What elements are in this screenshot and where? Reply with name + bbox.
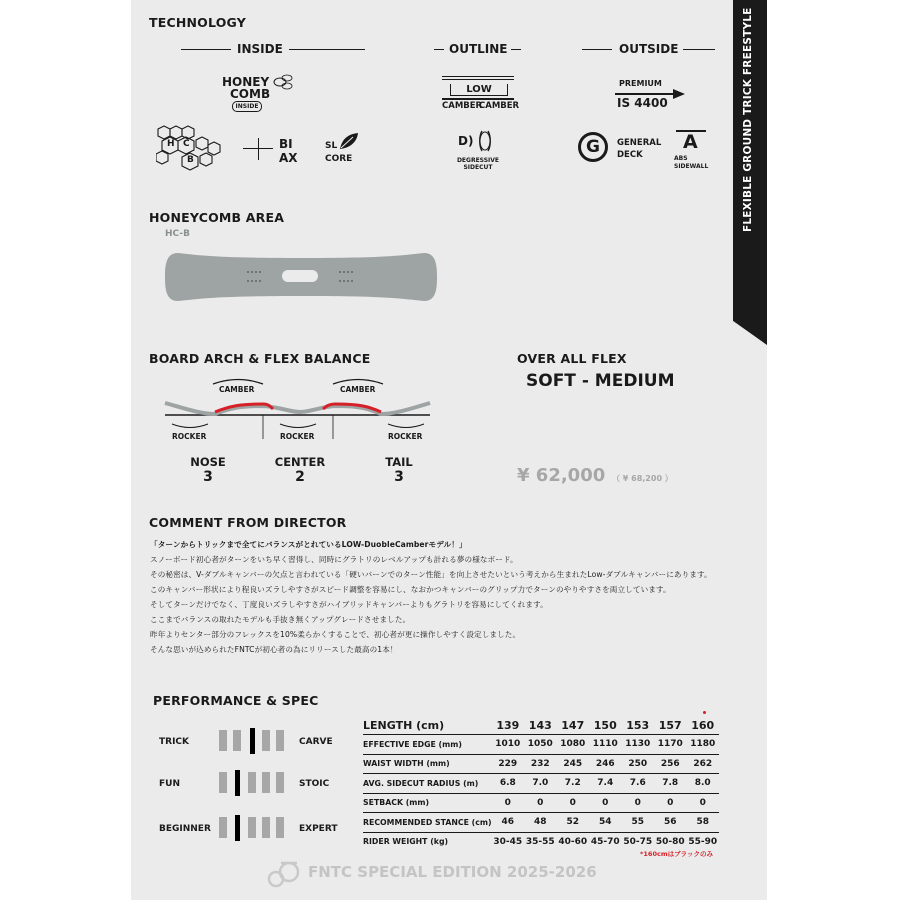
honeycomb-area-title: HONEYCOMB AREA (149, 210, 285, 225)
spec-cell: 0 (634, 797, 641, 808)
slider-left-label: BEGINNER (159, 824, 211, 834)
abs-icon: A (683, 131, 698, 153)
low-camber-right: CAMBER (479, 101, 520, 111)
outline-label: OUTLINE (449, 42, 508, 56)
comment-line: このキャンバー形状により程良いズラしやすさがスピード調整を容易にし、なおかつキャンバーのグリップ力でターンのやりやすさを両立しています。 (150, 585, 671, 594)
outline-rule-right (511, 49, 521, 50)
spec-cell: 7.2 (564, 778, 581, 789)
overall-flex-title: OVER ALL FLEX (517, 351, 627, 366)
spec-cell: 139 (496, 718, 520, 732)
honeycomb-line3: INSIDE (232, 101, 262, 112)
rocker-tag-left: ROCKER (172, 432, 207, 441)
biax-vertical-line (258, 138, 259, 160)
spec-cell: 262 (693, 758, 713, 769)
spec-cell: 1080 (560, 739, 586, 750)
spec-row (363, 754, 719, 774)
zone-nose: NOSE 3 (190, 455, 226, 486)
spec-cell: 1050 (527, 739, 553, 750)
technology-title: TECHNOLOGY (149, 15, 246, 30)
leaf-icon (338, 131, 360, 151)
outside-rule-left (582, 49, 612, 50)
spec-cell: 256 (660, 758, 680, 769)
spec-cell: 30-45 (493, 836, 523, 847)
hcb-h: H (167, 139, 175, 149)
zone-tail: TAIL 3 (385, 455, 413, 486)
rocker-tag-center: ROCKER (280, 432, 315, 441)
spec-cell: 0 (569, 797, 576, 808)
slider-segment (233, 730, 241, 751)
slider-segment (262, 730, 270, 751)
general-deck-line2: DECK (617, 150, 643, 160)
slcore-line1: SL (325, 141, 338, 151)
spec-cell: 7.8 (662, 778, 679, 789)
spec-cell: 46 (501, 817, 515, 828)
spec-row-label: EFFECTIVE EDGE (mm) (363, 739, 462, 749)
spec-cell: 153 (626, 718, 650, 732)
spec-cell: 48 (534, 817, 547, 828)
spec-cell: 56 (663, 817, 677, 828)
slider-trick-carve (159, 730, 339, 756)
spec-cell: 58 (696, 817, 709, 828)
outside-label: OUTSIDE (619, 42, 679, 56)
sidecut-line1: DEGRESSIVE (456, 157, 500, 164)
spec-cell: 7.4 (597, 778, 614, 789)
slider-right-label: EXPERT (299, 824, 338, 834)
spec-cell: 0 (504, 797, 511, 808)
red-dot-160 (703, 711, 706, 714)
slider-level-marker (235, 770, 240, 796)
slider-left-label: FUN (159, 779, 180, 789)
spec-cell: 52 (566, 817, 580, 828)
spec-cell: 147 (561, 718, 585, 732)
performance-title: PERFORMANCE & SPEC (153, 693, 319, 708)
spec-cell: 55-90 (688, 836, 718, 847)
price-main: ¥ 62,000 (517, 465, 606, 486)
sidecut-line2: SIDECUT (463, 164, 493, 171)
spec-cell: 45-70 (590, 836, 620, 847)
spec-cell: 150 (593, 718, 617, 732)
spec-cell: 1180 (690, 739, 716, 750)
comment-line: スノーボード初心者がターンをいち早く習得し、同時にグラトリのレベルアップも計れる夢の様なボード。 (150, 555, 518, 564)
spec-cell: 0 (699, 797, 706, 808)
rocker-tag-right: ROCKER (388, 432, 423, 441)
abs-line1: ABS (674, 155, 688, 162)
slider-segment (219, 772, 227, 793)
spec-row (363, 774, 719, 794)
comment-title: COMMENT FROM DIRECTOR (149, 515, 347, 530)
spec-cell: 6.8 (499, 778, 516, 789)
spec-header-row (363, 716, 719, 735)
camber-tag-right: CAMBER (340, 385, 376, 394)
camber-tag-left: CAMBER (219, 385, 255, 394)
slider-segment (276, 817, 284, 838)
slider-segment (262, 817, 270, 838)
slider-level-marker (250, 728, 255, 754)
hcb-b: B (187, 155, 194, 165)
comment-line: その秘密は、V-ダブルキャンバーの欠点と言われている「硬いバーンでのターン性能」を向上させたいという考えから生まれたLow-ダブルキャンバーにあります。 (150, 570, 712, 579)
sidebar-text: FLEXIBLE GROUND TRICK FREESTYLE (742, 7, 754, 232)
inside-rule-left (181, 49, 231, 50)
slider-segment (248, 817, 256, 838)
sidecut-mark: D) (458, 134, 474, 148)
outline-rule-left (434, 49, 444, 50)
spec-cell: 229 (498, 758, 518, 769)
slider-segment (219, 730, 227, 751)
sidecut-icon (478, 130, 496, 152)
abs-line2: SIDEWALL (674, 163, 709, 170)
spec-cell: 50-80 (655, 836, 685, 847)
biax-line1: BI (279, 137, 293, 151)
footer-edition: FNTC SPECIAL EDITION 2025-2026 (308, 863, 597, 881)
slider-right-label: STOIC (299, 779, 330, 789)
low-camber-left: CAMBER (442, 101, 483, 111)
spec-row-label: SETBACK (mm) (363, 798, 430, 808)
inside-rule-right (289, 49, 365, 50)
low-camber-logo (442, 76, 520, 116)
spec-cell: 7.6 (629, 778, 646, 789)
honeycomb-inside-logo (222, 70, 298, 120)
slider-left-label: TRICK (159, 737, 189, 747)
spec-cell: 160 (691, 718, 715, 732)
premium-line2: IS 4400 (617, 96, 668, 110)
spec-cell: 8.0 (694, 778, 711, 789)
spec-row (363, 813, 719, 833)
spec-cell: 0 (537, 797, 544, 808)
zone-center: CENTER 2 (274, 455, 326, 486)
board-silhouette (164, 251, 438, 303)
honeycomb-area-subtitle: HC-B (165, 229, 190, 239)
inside-label: INSIDE (237, 42, 283, 56)
spec-cell: 232 (530, 758, 550, 769)
price-tax: （ ¥ 68,200 ） (612, 474, 673, 483)
slider-fun-stoic (159, 772, 339, 798)
spec-cell: 1130 (625, 739, 651, 750)
spec-row (363, 793, 719, 813)
spec-row-label: WAIST WIDTH (mm) (363, 759, 450, 769)
spec-cell: 7.0 (532, 778, 549, 789)
spec-row-label: RECOMMENDED STANCE (cm) (363, 817, 492, 827)
general-deck-icon: G (578, 132, 608, 162)
overall-flex-value: SOFT - MEDIUM (526, 371, 675, 391)
comment-line: そしてターンだけでなく、丁度良いズラしやすさがハイブリッドキャンバーよりもグラトリを容易にしてくれます。 (150, 600, 548, 609)
spec-cell: 35-55 (525, 836, 555, 847)
low-camber-top: LOW (450, 84, 508, 96)
spec-cell: 157 (658, 718, 682, 732)
fntc-logo-icon (267, 859, 301, 889)
honeycomb-line2: COMB (230, 87, 271, 101)
spec-row-label: RIDER WEIGHT (kg) (363, 837, 449, 847)
biax-line2: AX (279, 151, 298, 165)
slider-right-label: CARVE (299, 737, 333, 747)
spec-cell: 40-60 (558, 836, 588, 847)
hcb-hexagon-icon (156, 124, 224, 174)
spec-cell: 250 (628, 758, 648, 769)
comment-body (150, 539, 712, 659)
comment-line: 「ターンからトリックまで全てにバランスがとれているLOW-DuobleCamberモデル！」 (150, 540, 467, 549)
bee-icon (270, 72, 296, 94)
board-arch-title: BOARD ARCH & FLEX BALANCE (149, 351, 371, 366)
outside-rule-right (683, 49, 715, 50)
spec-cell: 1010 (495, 739, 521, 750)
honeycomb-line1: HONEY (222, 75, 270, 89)
spec-cell: 54 (598, 817, 612, 828)
slcore-line2: CORE (325, 154, 353, 164)
slider-level-marker (235, 815, 240, 841)
comment-line: ここまでバランスの取れたモデルも手抜き無くアップグレードさせました。 (150, 615, 411, 624)
comment-line: そんな思いが込められたFNTCが初心者の為にリリースした最高の1本！ (150, 645, 398, 654)
spec-cell: 245 (563, 758, 583, 769)
spec-cell: 55 (631, 817, 644, 828)
slider-segment (276, 772, 284, 793)
spec-row (363, 735, 719, 755)
slider-segment (219, 817, 227, 838)
slider-segment (276, 730, 284, 751)
slider-segment (262, 772, 270, 793)
spec-table (363, 716, 719, 851)
spec-row-label: AVG. SIDECUT RADIUS (m) (363, 778, 479, 788)
spec-cell: 246 (595, 758, 615, 769)
hcb-c: C (183, 139, 190, 149)
spec-cell: 1170 (657, 739, 683, 750)
spec-row-label: LENGTH (cm) (363, 718, 445, 732)
spec-cell: 50-75 (623, 836, 653, 847)
premium-line1: PREMIUM (619, 79, 662, 88)
spec-cell: 143 (528, 718, 552, 732)
slider-beginner-expert (159, 817, 339, 843)
comment-line: 昨年よりセンター部分のフレックスを10%柔らかくすることで、初心者が更に操作しやすく設定しました。 (150, 630, 521, 639)
slider-segment (248, 772, 256, 793)
general-deck-line1: GENERAL (617, 138, 662, 148)
spec-cell: 1110 (592, 739, 618, 750)
spec-footnote: *160cmはブラックのみ (640, 850, 713, 858)
spec-cell: 0 (667, 797, 674, 808)
spec-cell: 0 (602, 797, 609, 808)
